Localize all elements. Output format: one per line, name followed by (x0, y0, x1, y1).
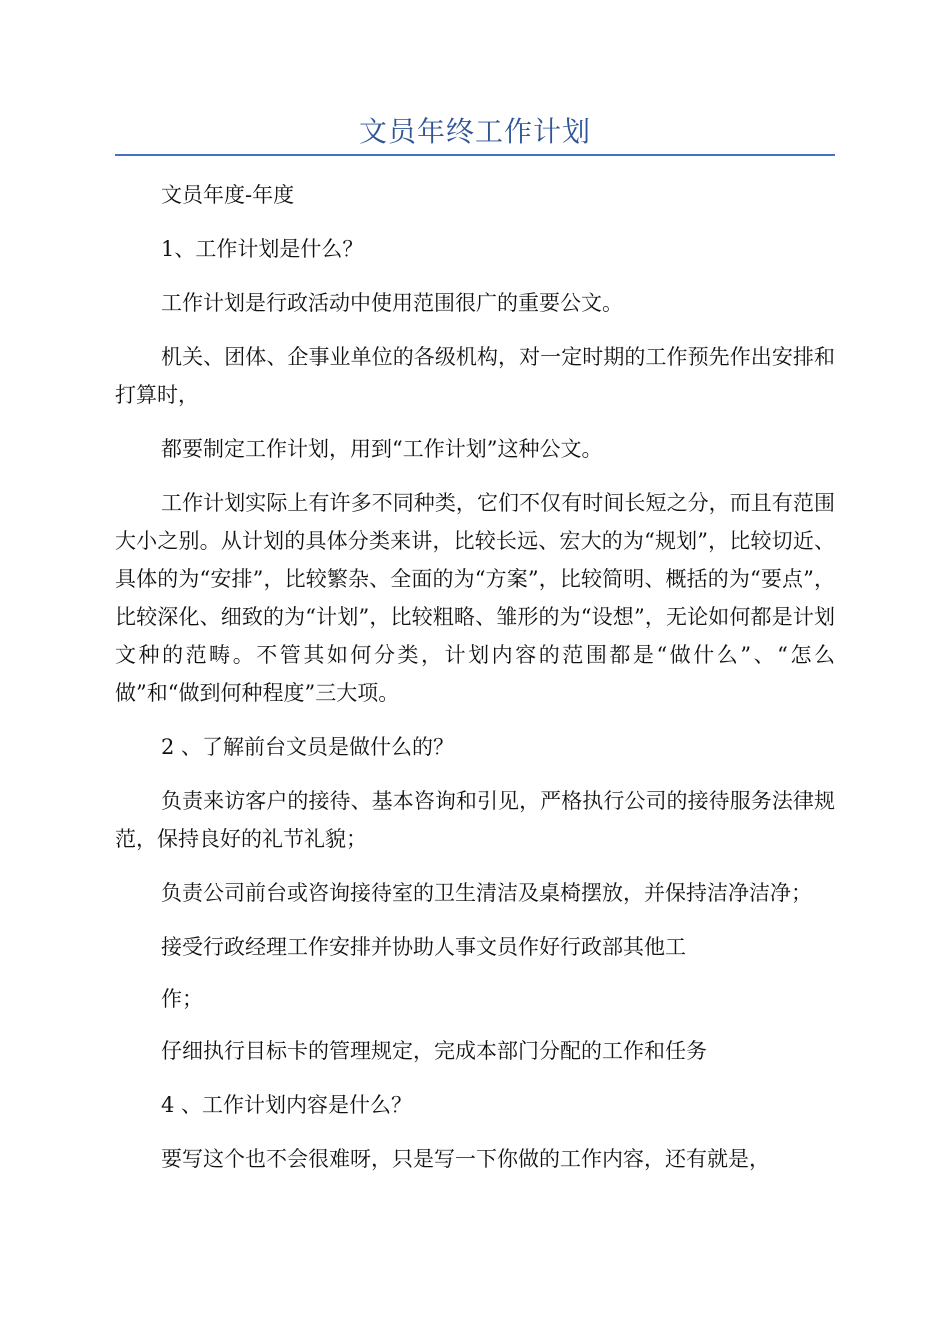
paragraph: 负责公司前台或咨询接待室的卫生清洁及桌椅摆放，并保持洁净洁净； (161, 881, 812, 905)
paragraph: 机关、团体、企事业单位的各级机构，对一定时期的工作预先作出安排和打算时， (115, 345, 835, 407)
paragraph: 作； (161, 987, 203, 1011)
paragraph: 要写这个也不会很难呀，只是写一下你做的工作内容，还有就是， (161, 1147, 770, 1171)
document-title: 文员年终工作计划 (358, 115, 591, 148)
paragraph: 工作计划实际上有许多不同种类，它们不仅有时间长短之分，而且有范围大小之别。从计划的具体分类来讲，比较长远、宏大的为“规划”，比较切近、具体的为“安排”，比较繁杂、全面的为“方案”，比较简明、概括的为“要点”，比较深化、细致的为“计划”，比较粗略、雏形的为“设想”，无论如何都是计划文种的范畴。不管其如何分类，计划内容的范围都是“做什么”、“怎么做”和“做到何种程度”三大项。 (115, 491, 835, 705)
title-underline (115, 154, 835, 156)
section-heading: 2 、了解前台文员是做什么的？ (161, 735, 455, 759)
paragraph: 接受行政经理工作安排并协助人事文员作好行政部其他工 (161, 935, 686, 959)
document-body (115, 176, 835, 1194)
paragraph: 都要制定工作计划，用到“工作计划”这种公文。 (161, 437, 603, 461)
paragraph: 文员年度-年度 (161, 183, 295, 207)
paragraph: 工作计划是行政活动中使用范围很广的重要公文。 (161, 291, 623, 315)
paragraph: 负责来访客户的接待、基本咨询和引见，严格执行公司的接待服务法律规范，保持良好的礼节礼貌； (115, 789, 835, 851)
section-heading: 1、工作计划是什么？ (161, 237, 364, 261)
section-heading: 4 、工作计划内容是什么？ (161, 1093, 413, 1117)
paragraph: 仔细执行目标卡的管理规定，完成本部门分配的工作和任务 (161, 1039, 707, 1063)
